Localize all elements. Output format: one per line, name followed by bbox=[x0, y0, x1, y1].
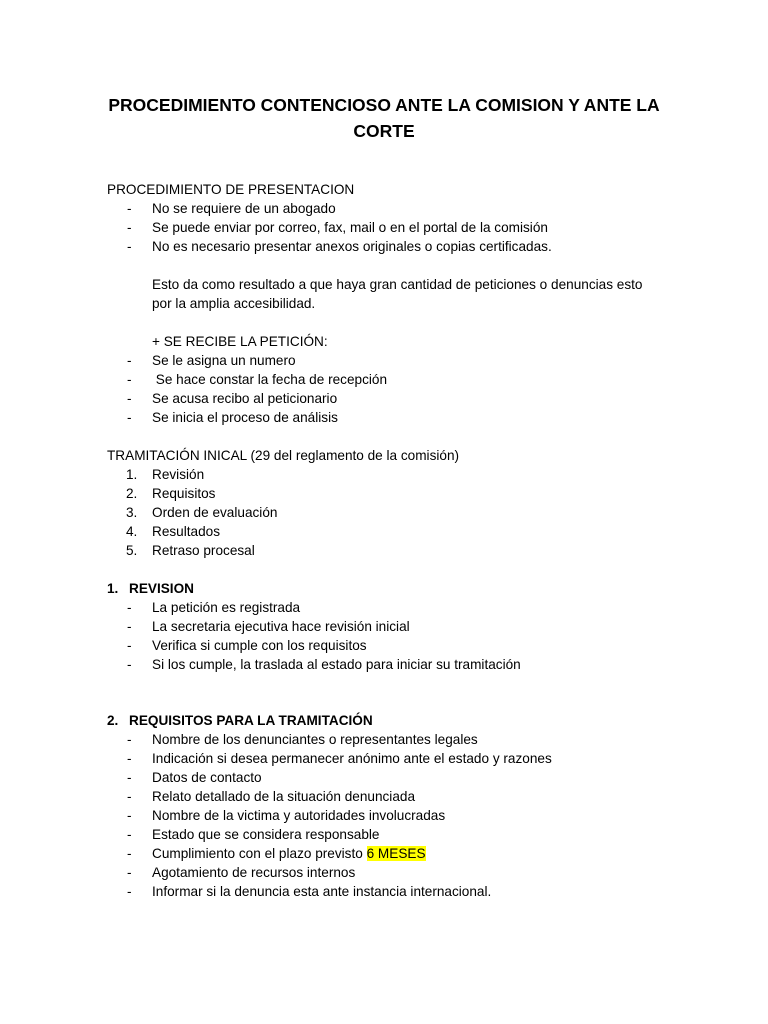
list-item-text: Cumplimiento con el plazo previsto bbox=[152, 846, 367, 861]
list-item: Informar si la denuncia esta ante instancia internacional. bbox=[152, 884, 492, 899]
numbered-item: Retraso procesal bbox=[152, 543, 255, 558]
bullet-dash: - bbox=[127, 846, 132, 861]
highlighted-text: 6 MESES bbox=[366, 846, 426, 861]
list-item: La petición es registrada bbox=[152, 600, 301, 615]
list-item: Estado que se considera responsable bbox=[152, 827, 380, 842]
list-item: La secretaria ejecutiva hace revisión inicial bbox=[152, 619, 410, 634]
list-item: Verifica si cumple con los requisitos bbox=[152, 638, 367, 653]
bullet-dash: - bbox=[127, 770, 132, 785]
sub-heading-recibe-peticion: + SE RECIBE LA PETICIÓN: bbox=[152, 334, 328, 349]
list-number: 5. bbox=[126, 543, 138, 558]
list-item: Si los cumple, la traslada al estado para iniciar su tramitación bbox=[152, 657, 521, 672]
list-number: 4. bbox=[126, 524, 138, 539]
list-item: Nombre de los denunciantes o representantes legales bbox=[152, 732, 478, 747]
section-heading-revision bbox=[107, 579, 194, 598]
bullet-dash: - bbox=[127, 391, 132, 406]
list-item: Se hace constar la fecha de recepción bbox=[152, 372, 388, 387]
bullet-dash: - bbox=[127, 865, 132, 880]
bullet-dash: - bbox=[127, 600, 132, 615]
list-item: No se requiere de un abogado bbox=[152, 201, 336, 216]
bullet-dash: - bbox=[127, 884, 132, 899]
bullet-dash: - bbox=[127, 732, 132, 747]
list-item: Se acusa recibo al peticionario bbox=[152, 391, 338, 406]
bullet-dash: - bbox=[127, 657, 132, 672]
list-item-plazo bbox=[152, 844, 426, 863]
list-item: No es necesario presentar anexos originales o copias certificadas. bbox=[152, 239, 552, 254]
bullet-dash: - bbox=[127, 372, 132, 387]
bullet-dash: - bbox=[127, 751, 132, 766]
list-item: Se puede enviar por correo, fax, mail o en el portal de la comisión bbox=[152, 220, 548, 235]
section-heading-text: REQUISITOS PARA LA TRAMITACIÓN bbox=[129, 713, 373, 728]
bullet-dash: - bbox=[127, 201, 132, 216]
list-item: Agotamiento de recursos internos bbox=[152, 865, 356, 880]
numbered-item: Resultados bbox=[152, 524, 221, 539]
list-number: 1. bbox=[126, 467, 138, 482]
section-heading-presentacion: PROCEDIMIENTO DE PRESENTACION bbox=[107, 182, 355, 197]
bullet-dash: - bbox=[127, 619, 132, 634]
section-number: 2. bbox=[107, 713, 119, 728]
list-item: Indicación si desea permanecer anónimo ante el estado y razones bbox=[152, 751, 552, 766]
bullet-dash: - bbox=[127, 239, 132, 254]
bullet-dash: - bbox=[127, 220, 132, 235]
list-number: 3. bbox=[126, 505, 138, 520]
list-item: Relato detallado de la situación denunciada bbox=[152, 789, 416, 804]
list-item: Se le asigna un numero bbox=[152, 353, 296, 368]
section-heading-tramitacion: TRAMITACIÓN INICAL (29 del reglamento de la comisión) bbox=[107, 448, 460, 463]
bullet-dash: - bbox=[127, 410, 132, 425]
section-heading-text: REVISION bbox=[129, 581, 194, 596]
bullet-dash: - bbox=[127, 808, 132, 823]
list-number: 2. bbox=[126, 486, 138, 501]
bullet-dash: - bbox=[127, 827, 132, 842]
bullet-dash: - bbox=[127, 638, 132, 653]
bullet-dash: - bbox=[127, 353, 132, 368]
explanation-paragraph: Esto da como resultado a que haya gran cantidad de peticiones o denuncias esto por la amplia accesibilidad. bbox=[152, 277, 643, 311]
list-item: Nombre de la victima y autoridades involucradas bbox=[152, 808, 446, 823]
numbered-item: Orden de evaluación bbox=[152, 505, 278, 520]
numbered-item: Requisitos bbox=[152, 486, 216, 501]
numbered-item: Revisión bbox=[152, 467, 205, 482]
section-heading-requisitos bbox=[107, 711, 373, 730]
bullet-dash: - bbox=[127, 789, 132, 804]
document-title: PROCEDIMIENTO CONTENCIOSO ANTE LA COMISION Y ANTE LA CORTE bbox=[108, 95, 660, 141]
list-item: Datos de contacto bbox=[152, 770, 262, 785]
section-number: 1. bbox=[107, 581, 119, 596]
list-item: Se inicia el proceso de análisis bbox=[152, 410, 338, 425]
